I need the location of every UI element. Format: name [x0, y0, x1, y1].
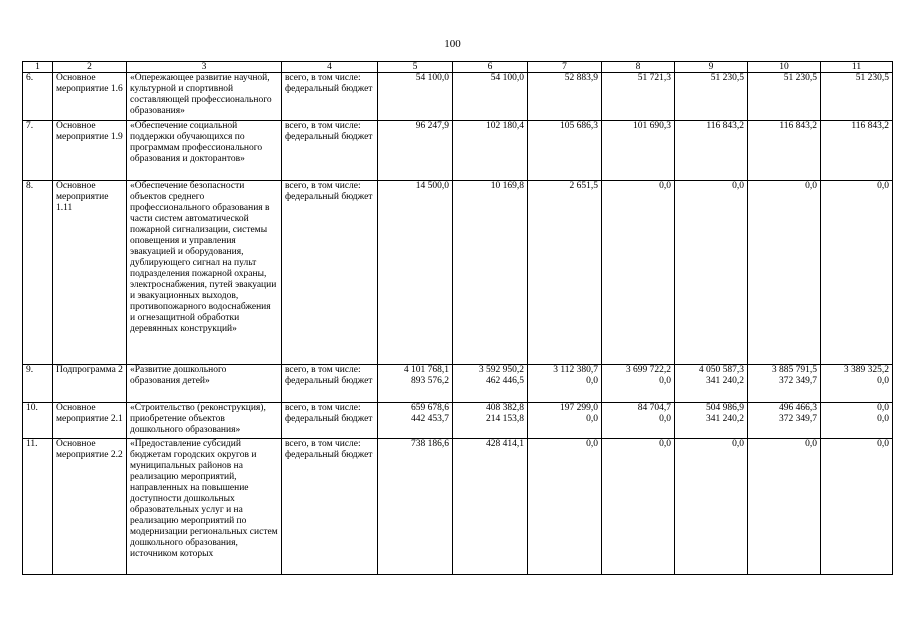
table-row: [23, 403, 893, 439]
value-cell: [675, 181, 748, 365]
source-total: всего, в том числе:: [285, 181, 361, 191]
value-total: 428 414,1: [486, 439, 524, 449]
source-total: всего, в том числе:: [285, 73, 361, 83]
value-total: 51 230,5: [783, 73, 817, 83]
funding-source: [282, 121, 378, 181]
value-cell: [453, 181, 528, 365]
value-cell: [748, 439, 821, 575]
value-total: 2 651,5: [569, 181, 598, 191]
value-total: 96 247,9: [415, 121, 449, 131]
value-cell: [378, 73, 453, 121]
value-federal: 341 240,2: [706, 414, 744, 424]
row-number: 10.: [23, 403, 53, 439]
value-cell: [821, 121, 893, 181]
source-total: всего, в том числе:: [285, 403, 361, 413]
col-header: 5: [378, 62, 453, 73]
value-total: 3 112 380,7: [553, 365, 598, 375]
value-total: 659 678,6: [411, 403, 449, 413]
value-cell: [453, 403, 528, 439]
value-total: 52 883,9: [564, 73, 598, 83]
value-cell: [528, 181, 602, 365]
source-federal: федеральный бюджет: [285, 84, 373, 94]
table-row: [23, 73, 893, 121]
source-federal: федеральный бюджет: [285, 450, 373, 460]
value-total: 0,0: [877, 439, 889, 449]
value-total: 738 186,6: [411, 439, 449, 449]
value-cell: [602, 181, 675, 365]
value-cell: [748, 181, 821, 365]
value-total: 3 885 791,5: [771, 365, 817, 375]
value-federal: 893 576,2: [411, 376, 449, 386]
value-total: 102 180,4: [486, 121, 524, 131]
value-federal: 462 446,5: [486, 376, 524, 386]
row-number: 8.: [23, 181, 53, 365]
value-cell: [528, 439, 602, 575]
table-row: [23, 121, 893, 181]
value-total: 0,0: [659, 181, 671, 191]
row-name: Подпрограмма 2: [53, 365, 127, 403]
value-total: 496 466,3: [779, 403, 817, 413]
col-header: 2: [53, 62, 127, 73]
col-header: 3: [127, 62, 282, 73]
value-total: 105 686,3: [560, 121, 598, 131]
value-cell: [602, 121, 675, 181]
value-total: 116 843,2: [706, 121, 744, 131]
table-row: [23, 181, 893, 365]
value-total: 0,0: [659, 439, 671, 449]
value-total: 51 721,3: [637, 73, 671, 83]
row-number: 7.: [23, 121, 53, 181]
row-number: 9.: [23, 365, 53, 403]
value-cell: [528, 73, 602, 121]
value-total: 3 699 722,2: [625, 365, 671, 375]
source-federal: федеральный бюджет: [285, 376, 373, 386]
value-cell: [602, 403, 675, 439]
row-description: «Опережающее развитие научной, культурной и спортивной составляющей профессионального образования»: [127, 73, 282, 121]
value-total: 0,0: [805, 439, 817, 449]
value-federal: 0,0: [659, 414, 671, 424]
value-total: 116 843,2: [851, 121, 889, 131]
budget-table: [22, 61, 893, 575]
value-total: 4 050 587,3: [698, 365, 744, 375]
value-cell: [528, 365, 602, 403]
value-total: 3 592 950,2: [478, 365, 524, 375]
value-cell: [675, 121, 748, 181]
value-total: 51 230,5: [710, 73, 744, 83]
value-total: 101 690,3: [633, 121, 671, 131]
value-total: 4 101 768,1: [403, 365, 449, 375]
value-cell: [378, 365, 453, 403]
value-total: 84 704,7: [637, 403, 671, 413]
row-description: «Строительство (реконструкция), приобретение объектов дошкольного образования»: [127, 403, 282, 439]
source-total: всего, в том числе:: [285, 365, 361, 375]
value-total: 0,0: [732, 181, 744, 191]
value-total: 408 382,8: [486, 403, 524, 413]
value-total: 54 100,0: [415, 73, 449, 83]
value-cell: [821, 439, 893, 575]
value-cell: [378, 403, 453, 439]
row-name: Основное мероприятие 1.11: [53, 181, 127, 365]
row-number: 6.: [23, 73, 53, 121]
value-federal: 0,0: [586, 376, 598, 386]
value-total: 504 986,9: [706, 403, 744, 413]
value-cell: [821, 181, 893, 365]
source-federal: федеральный бюджет: [285, 414, 373, 424]
row-name: Основное мероприятие 2.1: [53, 403, 127, 439]
col-header: 10: [748, 62, 821, 73]
funding-source: [282, 73, 378, 121]
col-header: 1: [23, 62, 53, 73]
value-cell: [821, 365, 893, 403]
value-cell: [453, 439, 528, 575]
value-total: 0,0: [805, 181, 817, 191]
row-description: «Развитие дошкольного образования детей»: [127, 365, 282, 403]
value-total: 0,0: [586, 439, 598, 449]
value-cell: [675, 365, 748, 403]
source-federal: федеральный бюджет: [285, 132, 373, 142]
value-total: 0,0: [877, 181, 889, 191]
funding-source: [282, 439, 378, 575]
value-cell: [453, 73, 528, 121]
table-row: [23, 365, 893, 403]
value-federal: 0,0: [877, 376, 889, 386]
value-cell: [453, 121, 528, 181]
row-description: «Предоставление субсидий бюджетам городских округов и муниципальных районов на реализацию мероприятий, направленных на повышение доступности дошкольных образовательных услуг и на реализацию мероприятий по модернизации региональных систем дошкольного образования, источником которых: [127, 439, 282, 575]
row-name: Основное мероприятие 2.2: [53, 439, 127, 575]
value-federal: 372 349,7: [779, 376, 817, 386]
value-cell: [453, 365, 528, 403]
source-total: всего, в том числе:: [285, 439, 361, 449]
row-name: Основное мероприятие 1.9: [53, 121, 127, 181]
source-total: всего, в том числе:: [285, 121, 361, 131]
col-header: 7: [528, 62, 602, 73]
value-total: 116 843,2: [779, 121, 817, 131]
value-total: 3 389 325,2: [843, 365, 889, 375]
row-number: 11.: [23, 439, 53, 575]
table-row: [23, 439, 893, 575]
value-cell: [748, 121, 821, 181]
col-header: 11: [821, 62, 893, 73]
value-cell: [748, 403, 821, 439]
value-cell: [675, 403, 748, 439]
page-number: 100: [444, 38, 461, 50]
header-row: [23, 62, 893, 73]
row-name: Основное мероприятие 1.6: [53, 73, 127, 121]
funding-source: [282, 181, 378, 365]
value-total: 54 100,0: [490, 73, 524, 83]
value-cell: [821, 403, 893, 439]
col-header: 6: [453, 62, 528, 73]
value-federal: 341 240,2: [706, 376, 744, 386]
value-total: 0,0: [732, 439, 744, 449]
col-header: 8: [602, 62, 675, 73]
value-federal: 214 153,8: [486, 414, 524, 424]
value-cell: [378, 121, 453, 181]
value-cell: [602, 365, 675, 403]
value-total: 51 230,5: [855, 73, 889, 83]
value-total: 14 500,0: [415, 181, 449, 191]
value-federal: 372 349,7: [779, 414, 817, 424]
value-cell: [675, 439, 748, 575]
value-total: 10 169,8: [490, 181, 524, 191]
value-cell: [602, 439, 675, 575]
value-cell: [528, 121, 602, 181]
funding-source: [282, 403, 378, 439]
funding-source: [282, 365, 378, 403]
value-total: 197 299,0: [560, 403, 598, 413]
value-cell: [528, 403, 602, 439]
row-description: «Обеспечение социальной поддержки обучающихся по программам профессионального образования и докторантов»: [127, 121, 282, 181]
row-description: «Обеспечение безопасности объектов среднего профессионального образования в части систем автоматической пожарной сигнализации, системы оповещения и управления эвакуацией и оборудования, дублирующего сигнал на пульт подразделения пожарной охраны, электроснабжения, путей эвакуации и эвакуационных выходов, противопожарного водоснабжения и огнезащитной обработки деревянных конструкций»: [127, 181, 282, 365]
value-cell: [748, 365, 821, 403]
value-cell: [748, 73, 821, 121]
value-federal: 0,0: [586, 414, 598, 424]
col-header: 4: [282, 62, 378, 73]
value-cell: [602, 73, 675, 121]
value-federal: 0,0: [659, 376, 671, 386]
col-header: 9: [675, 62, 748, 73]
value-cell: [378, 439, 453, 575]
value-cell: [821, 73, 893, 121]
value-total: 0,0: [877, 403, 889, 413]
value-cell: [378, 181, 453, 365]
value-cell: [675, 73, 748, 121]
value-federal: 442 453,7: [411, 414, 449, 424]
source-federal: федеральный бюджет: [285, 192, 373, 202]
value-federal: 0,0: [877, 414, 889, 424]
